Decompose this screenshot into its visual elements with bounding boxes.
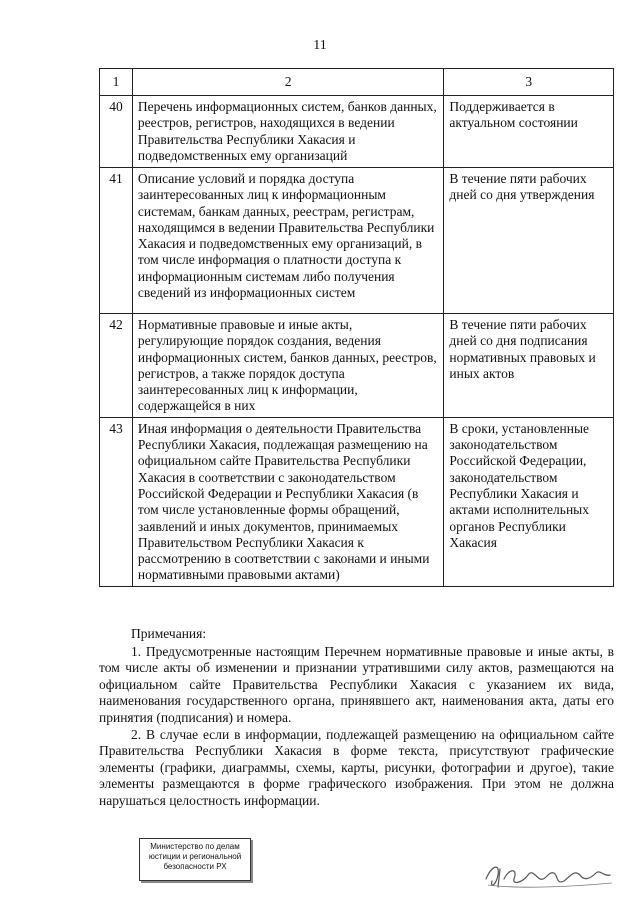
information-list-table bbox=[99, 68, 614, 587]
stamp-line: юстиции и региональной bbox=[148, 852, 242, 861]
table-row bbox=[100, 168, 614, 314]
notes-section bbox=[99, 626, 614, 810]
row-description: Описание условий и порядка доступа заинтересованных лиц к информационным системам, банкам данных, реестрам, регистрам, находящимся в ведении Правительства Республики Хакасия и подведомственных ему организаций, в том числе информация о платности доступа к информационным системам либо получения сведений из информационных систем bbox=[132, 168, 443, 314]
row-deadline: В течение пяти рабочих дней со дня утверждения bbox=[444, 168, 614, 314]
row-deadline: В сроки, установленные законодательством Российской Федерации, законодательством Республики Хакасия и актами исполнительных органов Республики Хакасия bbox=[444, 417, 614, 586]
column-header-description: 2 bbox=[132, 69, 443, 96]
note-item: 1. Предусмотренные настоящим Перечнем нормативные правовые и иные акты, в том числе акты об изменении и признании утратившими силу актов, размещаются на официальном сайте Правительства Республики Хакасия с указанием их вида, наименования государственного органа, принявшего акт, наименования акта, даты его принятия (подписания) и номера. bbox=[99, 643, 614, 725]
table-row bbox=[100, 314, 614, 418]
table-row bbox=[100, 417, 614, 586]
table-header-row bbox=[100, 69, 614, 96]
row-description: Перечень информационных систем, банков данных, реестров, регистров, находящихся в ведении Правительства Республики Хакасия и подведомственных ему организаций bbox=[132, 96, 443, 168]
row-number: 41 bbox=[100, 168, 133, 314]
row-number: 43 bbox=[100, 417, 133, 586]
page-number: 11 bbox=[313, 38, 327, 53]
table-row bbox=[100, 96, 614, 168]
row-number: 42 bbox=[100, 314, 133, 418]
column-header-deadline: 3 bbox=[444, 69, 614, 96]
row-description: Иная информация о деятельности Правительства Республики Хакасия, подлежащая размещению на официальном сайте Правительства Республики Хакасия в соответствии с законодательством Российской Федерации и Республики Хакасия (в том числе установленные формы обращений, заявлений и иных документов, принимаемых Правительством Республики Хакасия к рассмотрению в соответствии с законами и иными нормативными правовыми актами) bbox=[132, 417, 443, 586]
stamp-line: Министерство по делам bbox=[150, 842, 240, 851]
notes-title: Примечания: bbox=[131, 626, 207, 641]
row-deadline: В течение пяти рабочих дней со дня подписания нормативных правовых и иных актов bbox=[444, 314, 614, 418]
row-deadline: Поддерживается в актуальном состоянии bbox=[444, 96, 614, 168]
handwritten-signature bbox=[478, 855, 618, 895]
note-item: 2. В случае если в информации, подлежащей размещению на официальном сайте Правительства Республики Хакасия в форме текста, присутствуют графические элементы (графики, диаграммы, схемы, карты, рисунки, фотографии и другое), такие элементы размещаются в форме графического изображения. При этом не должна нарушаться целостность информации. bbox=[99, 726, 614, 808]
row-description: Нормативные правовые и иные акты, регулирующие порядок создания, ведения информационных систем, банков данных, реестров, регистров, а также порядок доступа заинтересованных лиц к информации, содержащейся в них bbox=[132, 314, 443, 418]
column-header-number: 1 bbox=[100, 69, 133, 96]
row-number: 40 bbox=[100, 96, 133, 168]
ministry-stamp bbox=[139, 838, 251, 881]
stamp-line: безопасности РХ bbox=[163, 862, 227, 871]
